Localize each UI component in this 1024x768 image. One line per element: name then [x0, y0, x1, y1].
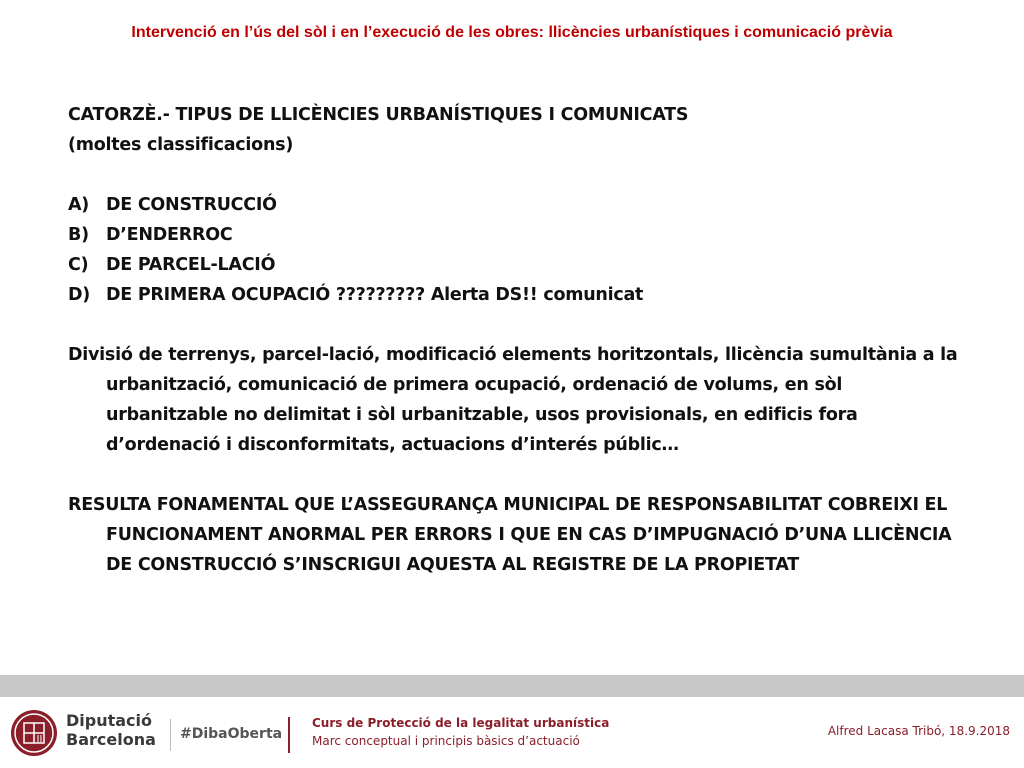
slide-subheading: (moltes classificacions): [68, 135, 294, 155]
paragraph-uses: Divisió de terrenys, parcel-lació, modificació elements horitzontals, llicència sumultània a la urbanització, comunicació de primera ocupació, ordenació de volums, en sòl urbanitzable no delimitat i sòl urbanitzable, usos provisionals, en edificis fora d’ordenació i disconformitats, actuacions d’interés públic…: [68, 345, 958, 455]
course-info: [312, 714, 609, 750]
list-marker: C): [68, 255, 89, 275]
brand-name: [66, 711, 156, 749]
footer-separator: [170, 719, 171, 751]
footer-separator: [288, 717, 290, 753]
list-item-text: DE PRIMERA OCUPACIÓ ????????? Alerta DS!! comunicat: [106, 285, 644, 305]
list-item: [68, 220, 968, 250]
brand-line: Diputació: [66, 711, 153, 730]
list-item-text: DE CONSTRUCCIÓ: [106, 195, 277, 215]
header-title: Intervenció en l’ús del sòl i en l’execució de les obres: llicències urbanístiques i comunicació prèvia: [131, 24, 893, 41]
author-date: Alfred Lacasa Tribó, 18.9.2018: [827, 724, 1010, 738]
paragraph-insurance: RESULTA FONAMENTAL QUE L’ASSEGURANÇA MUNICIPAL DE RESPONSABILITAT COBREIXI EL FUNCIONAMENT ANORMAL PER ERRORS I QUE EN CAS D’IMPUGNACIÓ D’UNA LLICÈNCIA DE CONSTRUCCIÓ S’INSCRIGUI AQUESTA AL REGISTRE DE LA PROPIETAT: [68, 495, 952, 575]
brand-line: Barcelona: [66, 730, 156, 749]
list-marker: B): [68, 225, 89, 245]
course-subtitle: Marc conceptual i principis bàsics d’actuació: [312, 734, 580, 748]
list-item-text: D’ENDERROC: [106, 225, 233, 245]
list-marker: D): [68, 285, 91, 305]
list-item: [68, 250, 968, 280]
slide-heading: CATORZÈ.- TIPUS DE LLICÈNCIES URBANÍSTIQUES I COMUNICATS: [68, 105, 689, 125]
spacer: [68, 310, 968, 340]
course-title: Curs de Protecció de la legalitat urbanística: [312, 716, 610, 730]
list-marker: A): [68, 195, 90, 215]
diputacio-barcelona-logo-icon: [10, 709, 58, 757]
footer: [0, 697, 1024, 768]
list-item: [68, 190, 968, 220]
spacer: [68, 460, 968, 490]
list-item-text: DE PARCEL-LACIÓ: [106, 255, 276, 275]
footer-divider-band: [0, 675, 1024, 697]
list-item: [68, 280, 968, 310]
slide-content: [68, 100, 968, 580]
hashtag: #DibaOberta: [180, 726, 283, 742]
spacer: [68, 160, 968, 190]
